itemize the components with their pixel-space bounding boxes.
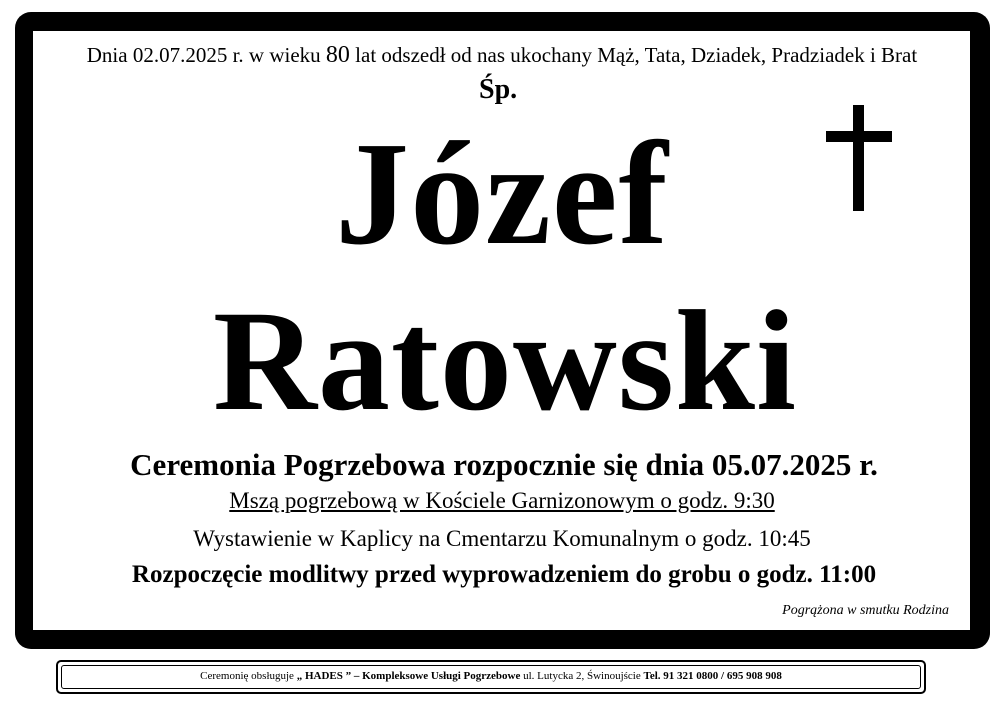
footer-address: ul. Lutycka 2, Świnoujście [520,670,644,682]
mass-info: Mszą pogrzebową w Kościele Garnizonowym o godz. 9:30 [229,488,775,513]
first-name: Józef [335,112,669,276]
age-value: 80 [325,42,350,68]
intro-text-end: lat odszedł od nas ukochany Mąż, Tata, Dziadek, Pradziadek i Brat [349,43,918,67]
prayer-info: Rozpoczęcie modlitwy przed wyprowadzeniem do grobu o godz. 11:00 [131,561,877,588]
ceremony-announcement: Ceremonia Pogrzebowa rozpocznie się dnia 05.07.2025 r. [130,447,878,482]
footer-company: „ HADES ” – Kompleksowe Usługi Pogrzebowe [296,670,521,682]
footer-text [0,670,982,682]
footer-prefix: Ceremonię obsługuje [200,670,297,682]
family-signature: Pogrążona w smutku Rodzina [782,603,949,618]
last-name: Ratowski [212,282,798,441]
footer-phone: Tel. 91 321 0800 / 695 908 908 [643,670,782,682]
name-prefix: Śp. [479,74,518,105]
intro-line [0,42,1004,69]
intro-text-start: Dnia 02.07.2025 r. w wieku [86,43,326,67]
exposure-info: Wystawienie w Kaplicy na Cmentarzu Komunalnym o godz. 10:45 [193,526,811,551]
